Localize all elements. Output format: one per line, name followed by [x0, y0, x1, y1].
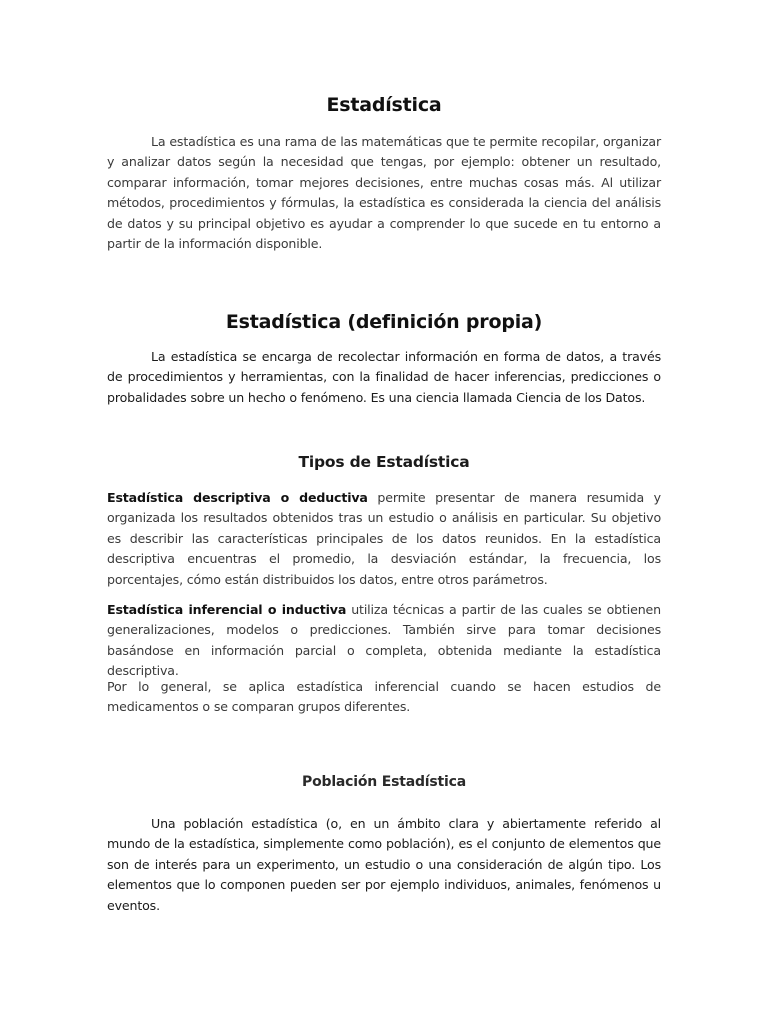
title-estadistica: Estadística	[326, 94, 442, 116]
paragraph-uso-general: Por lo general, se aplica estadística inferencial cuando se hacen estudios de medicamentos o se comparan grupos diferentes.	[107, 679, 661, 715]
term-descriptiva: Estadística descriptiva o deductiva	[107, 490, 368, 505]
paragraph-estadistica-descriptiva	[107, 488, 661, 590]
paragraph-estadistica: La estadística es una rama de las matemáticas que te permite recopilar, organizar y analizar datos según la necesidad que tengas, por ejemplo: obtener un resultado, comparar información, tomar mejores decisiones, entre muchas cosas más. Al utilizar métodos, procedimientos y fórmulas, la estadística es considerada la ciencia del análisis de datos y su principal objetivo es ayudar a comprender lo que sucede en tu entorno a partir de la información disponible.	[107, 134, 661, 252]
text-descriptiva: permite presentar de manera resumida y organizada los resultados obtenidos tras un estudio o análisis en particular. Su objetivo es describir las características principales de los datos reunidos. En la estadística descriptiva encuentras el promedio, la desviación estándar, la frecuencia, los porcentajes, cómo están distribuidos los datos, entre otros parámetros.	[107, 490, 661, 587]
paragraph-definicion-propia: La estadística se encarga de recolectar información en forma de datos, a través de procedimientos y herramientas, con la finalidad de hacer inferencias, predicciones o probalidades sobre un hecho o fenómeno. Es una ciencia llamada Ciencia de los Datos.	[107, 349, 661, 405]
paragraph-estadistica-inferencial	[107, 600, 661, 682]
title-tipos-estadistica: Tipos de Estadística	[298, 453, 470, 471]
paragraph-poblacion-estadistica: Una población estadística (o, en un ámbito clara y abiertamente referido al mundo de la estadística, simplemente como población), es el conjunto de elementos que son de interés para un experimento, un estudio o una consideración de algún tipo. Los elementos que lo componen pueden ser por ejemplo individuos, animales, fenómenos u eventos.	[107, 816, 661, 913]
text-inferencial: utiliza técnicas a partir de las cuales se obtienen generalizaciones, modelos o predicciones. También sirve para tomar decisiones basándose en información parcial o completa, obtenida mediante la estadística descriptiva.	[107, 602, 661, 679]
term-inferencial: Estadística inferencial o inductiva	[107, 602, 347, 617]
title-poblacion-estadistica: Población Estadística	[302, 774, 466, 790]
title-definicion-propia: Estadística (definición propia)	[225, 311, 543, 333]
